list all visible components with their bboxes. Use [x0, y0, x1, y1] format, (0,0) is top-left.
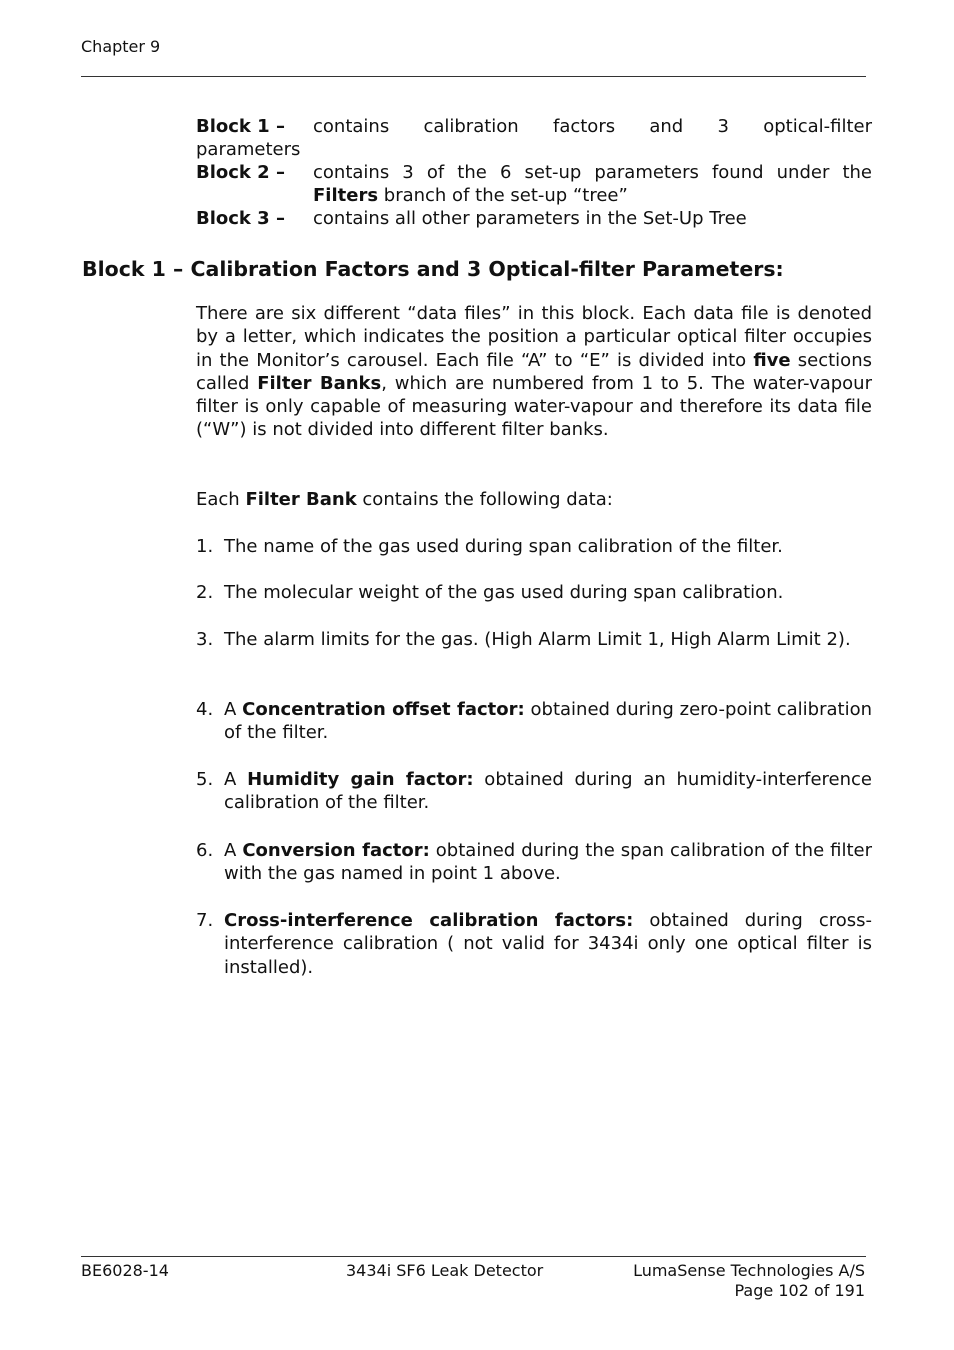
intro-text-2: sections called	[196, 349, 872, 394]
intro-bold-five: five	[753, 349, 791, 371]
intro-paragraph	[196, 302, 872, 442]
list-number: 4.	[196, 699, 214, 720]
block-3-row	[196, 207, 872, 230]
list-term: Concentration offset factor:	[242, 699, 525, 720]
intro-bold-filter-banks: Filter Banks	[257, 372, 382, 394]
list-text	[224, 909, 872, 979]
block-1-text: contains calibration factors and 3 optical-filter	[313, 116, 872, 137]
list-item-3	[196, 628, 872, 651]
list-item-7	[196, 909, 872, 979]
list-term: Humidity gain factor:	[247, 769, 474, 790]
block-1-label: Block 1 –	[196, 116, 285, 137]
block-2-bold: Filters	[313, 185, 379, 206]
footer-product: 3434i SF6 Leak Detector	[346, 1261, 544, 1280]
footer-divider	[81, 1256, 866, 1257]
block-summary	[196, 115, 872, 230]
list-number: 6.	[196, 840, 214, 861]
list-text-pre: A	[224, 840, 243, 861]
list-number: 7.	[196, 910, 214, 931]
list-text	[224, 839, 872, 886]
intro-text-3: , which are numbered from 1 to 5. The water-vapour filter is only capable of measuring water-vapour and therefore its data file (“W”) is not divided into different filter banks.	[196, 372, 872, 441]
chapter-header: Chapter 9	[81, 37, 161, 56]
list-term: Cross-interference calibration factors:	[224, 910, 634, 931]
filter-bank-paragraph	[196, 488, 872, 511]
list-item-4	[196, 698, 872, 745]
block-2-text-line1: contains 3 of the 6 set-up parameters found under the	[313, 162, 872, 183]
list-text: The name of the gas used during span calibration of the filter.	[224, 536, 783, 557]
list-number: 1.	[196, 536, 214, 557]
intro-text-1: There are six different “data files” in this block. Each data file is denoted by a letter, which indicates the position a particular optical filter occupies in the Monitor’s carousel. Each file “A” to “E” is divided into	[196, 303, 872, 371]
header-divider	[81, 76, 866, 77]
filter-bank-text-1: Each	[196, 489, 246, 510]
filter-bank-bold: Filter Bank	[245, 489, 357, 510]
footer-company: LumaSense Technologies A/S	[633, 1261, 865, 1280]
list-text-post: obtained during an humidity-interference calibration of the filter.	[224, 769, 872, 814]
list-text-pre: A	[224, 699, 243, 720]
block-1-row	[196, 115, 872, 138]
block-2-row	[196, 161, 872, 207]
list-text-post: obtained during the span calibration of the filter with the gas named in point 1 above.	[224, 840, 872, 885]
list-number: 3.	[196, 629, 214, 650]
footer-doc-id: BE6028-14	[81, 1261, 169, 1280]
block-2-text	[313, 161, 872, 207]
list-text: The alarm limits for the gas. (High Alarm Limit 1, High Alarm Limit 2).	[224, 629, 851, 650]
section-heading: Block 1 – Calibration Factors and 3 Optical-filter Parameters:	[82, 257, 784, 281]
list-text	[224, 768, 872, 815]
list-text	[224, 698, 872, 745]
block-2-text-line2: branch of the set-up “tree”	[378, 185, 628, 206]
block-3-text: contains all other parameters in the Set-Up Tree	[313, 208, 747, 229]
list-item-1	[196, 535, 872, 558]
footer-page-number: Page 102 of 191	[734, 1281, 865, 1300]
list-text-pre: A	[224, 769, 248, 790]
list-number: 2.	[196, 582, 214, 603]
list-item-5	[196, 768, 872, 815]
list-item-2	[196, 581, 872, 604]
list-text-post: obtained during zero-point calibration of the filter.	[224, 699, 872, 744]
filter-bank-text-2: contains the following data:	[356, 489, 613, 510]
block-2-label: Block 2 –	[196, 162, 285, 183]
list-text: The molecular weight of the gas used during span calibration.	[224, 582, 784, 603]
list-number: 5.	[196, 769, 214, 790]
block-1-continuation: parameters	[196, 139, 301, 160]
list-term: Conversion factor:	[242, 840, 430, 861]
block-3-label: Block 3 –	[196, 208, 285, 229]
footer-right	[560, 1261, 865, 1301]
list-text-post: obtained during cross-interference calibration ( not valid for 3434i only one optical filter is installed).	[224, 910, 872, 978]
list-item-6	[196, 839, 872, 886]
